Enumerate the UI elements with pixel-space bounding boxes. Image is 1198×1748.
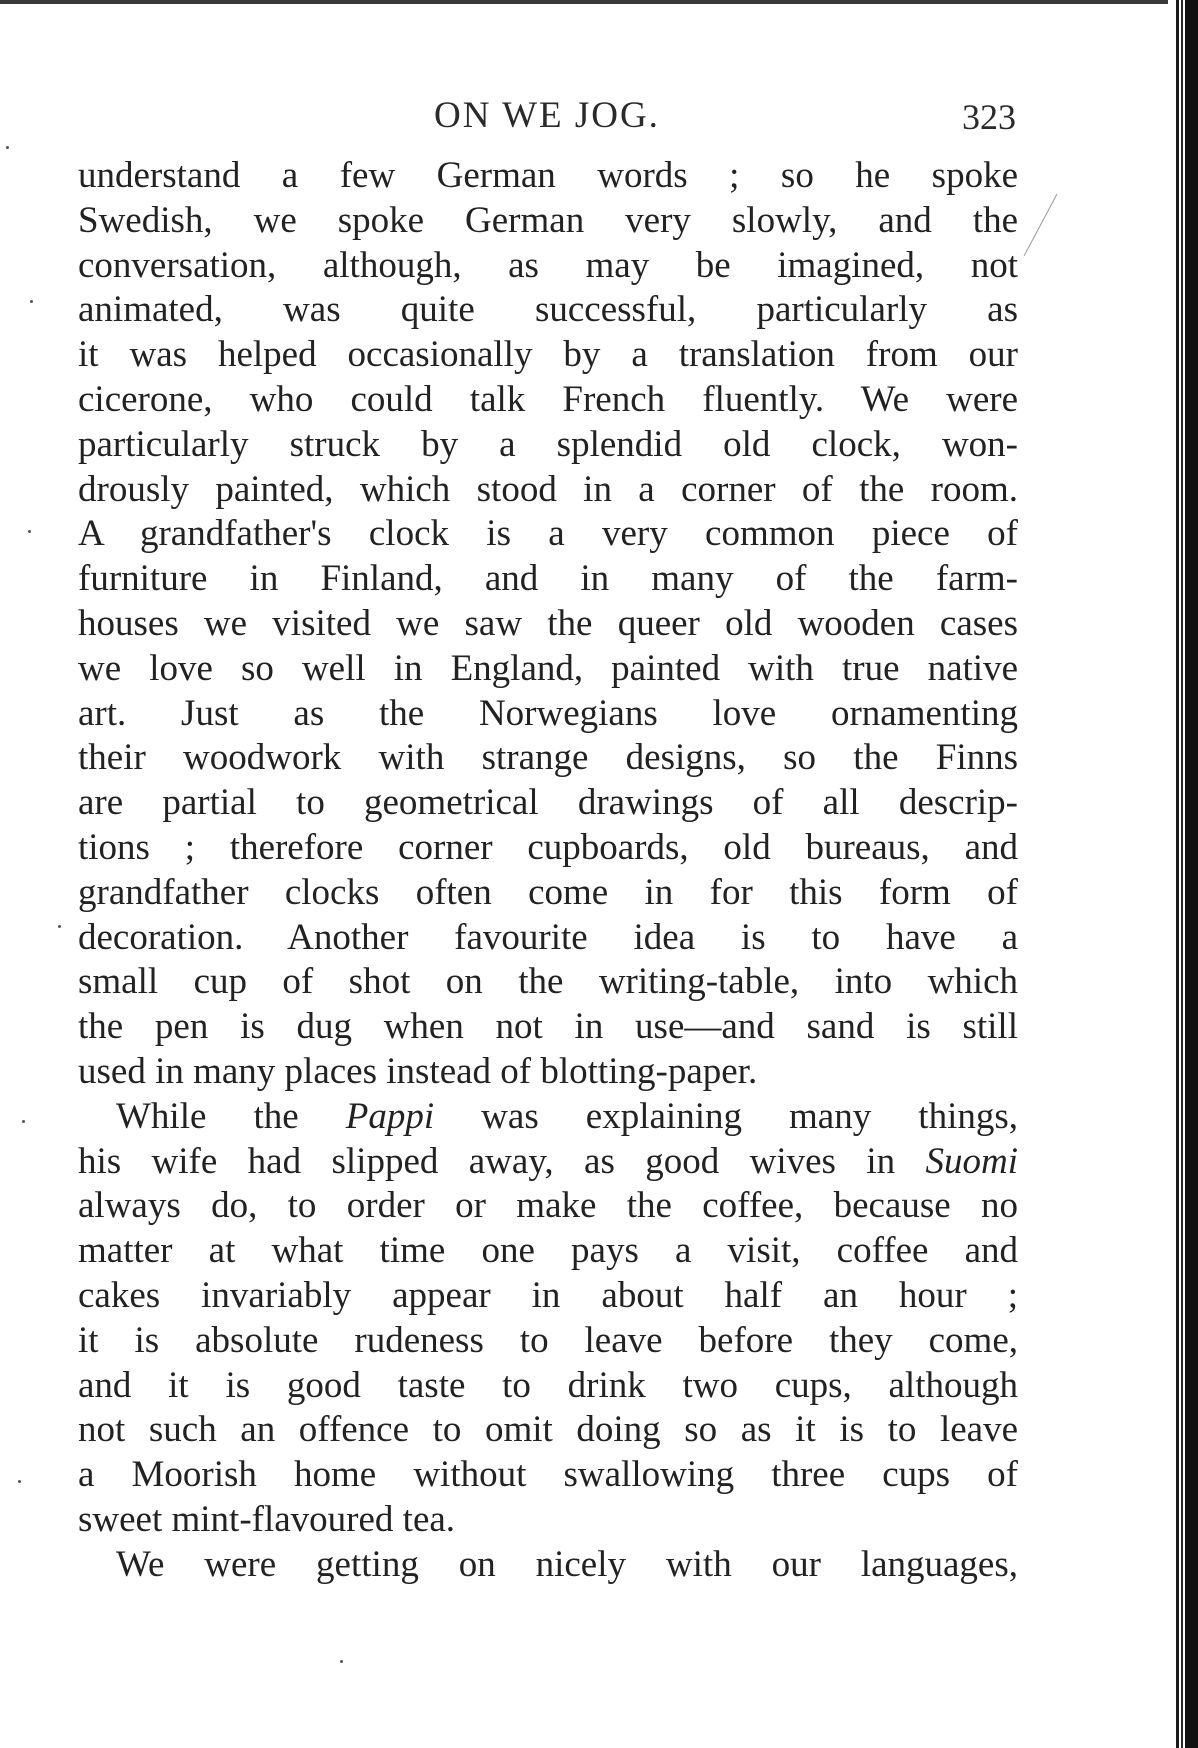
text-line: the pen is dug when not in use—and sand is still bbox=[78, 1006, 1018, 1048]
scan-speck bbox=[22, 1120, 25, 1123]
text-run: his wife had slipped away, as good wives in bbox=[78, 1140, 926, 1182]
text-line: tions ; therefore corner cupboards, old bureaus, and bbox=[78, 826, 1018, 868]
italic-term-suomi: Suomi bbox=[925, 1140, 1018, 1182]
text-run: While the bbox=[116, 1095, 346, 1137]
scan-binding-edge bbox=[1168, 0, 1198, 1748]
text-line: understand a few German words ; so he spoke bbox=[78, 155, 1018, 196]
scan-speck bbox=[18, 1480, 21, 1483]
text-line: not such an offence to omit doing so as it is to leave bbox=[78, 1409, 1018, 1451]
text-line: used in many places instead of blotting-paper. bbox=[78, 1050, 758, 1092]
text-line: grandfather clocks often come in for this form of bbox=[78, 871, 1018, 913]
text-line: and it is good taste to drink two cups, although bbox=[78, 1364, 1018, 1406]
text-line: it is absolute rudeness to leave before they come, bbox=[78, 1319, 1018, 1361]
body-text bbox=[78, 154, 1018, 1588]
text-line: particularly struck by a splendid old clock, won- bbox=[78, 423, 1018, 465]
text-run: was explaining many things, bbox=[434, 1095, 1019, 1137]
scan-hairline bbox=[1024, 194, 1058, 256]
text-line: We were getting on nicely with our languages, bbox=[116, 1543, 1018, 1585]
running-title: ON WE JOG. bbox=[434, 95, 660, 136]
text-line bbox=[78, 1140, 1018, 1185]
text-line: animated, was quite successful, particularly as bbox=[78, 289, 1018, 331]
text-line: we love so well in England, painted with true native bbox=[78, 647, 1018, 689]
scan-speck bbox=[58, 925, 61, 928]
text-line: houses we visited we saw the queer old wooden cases bbox=[78, 602, 1018, 644]
scan-speck bbox=[6, 146, 9, 149]
text-line: art. Just as the Norwegians love ornamenting bbox=[78, 692, 1018, 734]
text-line: matter at what time one pays a visit, coffee and bbox=[78, 1230, 1018, 1272]
text-line: Swedish, we spoke German very slowly, and the bbox=[78, 199, 1018, 241]
text-line: decoration. Another favourite idea is to have a bbox=[78, 916, 1018, 958]
text-line: a Moorish home without swallowing three cups of bbox=[78, 1454, 1018, 1496]
italic-term-pappi: Pappi bbox=[345, 1095, 435, 1137]
text-line: it was helped occasionally by a translation from our bbox=[78, 334, 1018, 376]
text-line: conversation, although, as may be imagined, not bbox=[78, 244, 1018, 286]
scan-speck bbox=[28, 530, 31, 533]
page-number: 323 bbox=[962, 97, 1016, 137]
scan-top-border bbox=[0, 0, 1175, 4]
text-line: cicerone, who could talk French fluently. We were bbox=[78, 378, 1018, 420]
text-line: always do, to order or make the coffee, because no bbox=[78, 1185, 1018, 1227]
text-line: their woodwork with strange designs, so the Finns bbox=[78, 737, 1018, 779]
running-head bbox=[78, 94, 1016, 140]
text-line: furniture in Finland, and in many of the farm- bbox=[78, 558, 1018, 600]
text-line: are partial to geometrical drawings of all descrip- bbox=[78, 782, 1018, 824]
scan-speck bbox=[30, 300, 33, 303]
text-line: small cup of shot on the writing-table, into which bbox=[78, 961, 1018, 1003]
scan-speck bbox=[340, 1660, 343, 1663]
text-line bbox=[78, 1095, 1018, 1140]
text-line: cakes invariably appear in about half an hour ; bbox=[78, 1274, 1018, 1316]
text-line: drously painted, which stood in a corner of the room. bbox=[78, 468, 1018, 510]
text-line: sweet mint-flavoured tea. bbox=[78, 1498, 456, 1540]
text-line: A grandfather's clock is a very common piece of bbox=[78, 513, 1018, 555]
